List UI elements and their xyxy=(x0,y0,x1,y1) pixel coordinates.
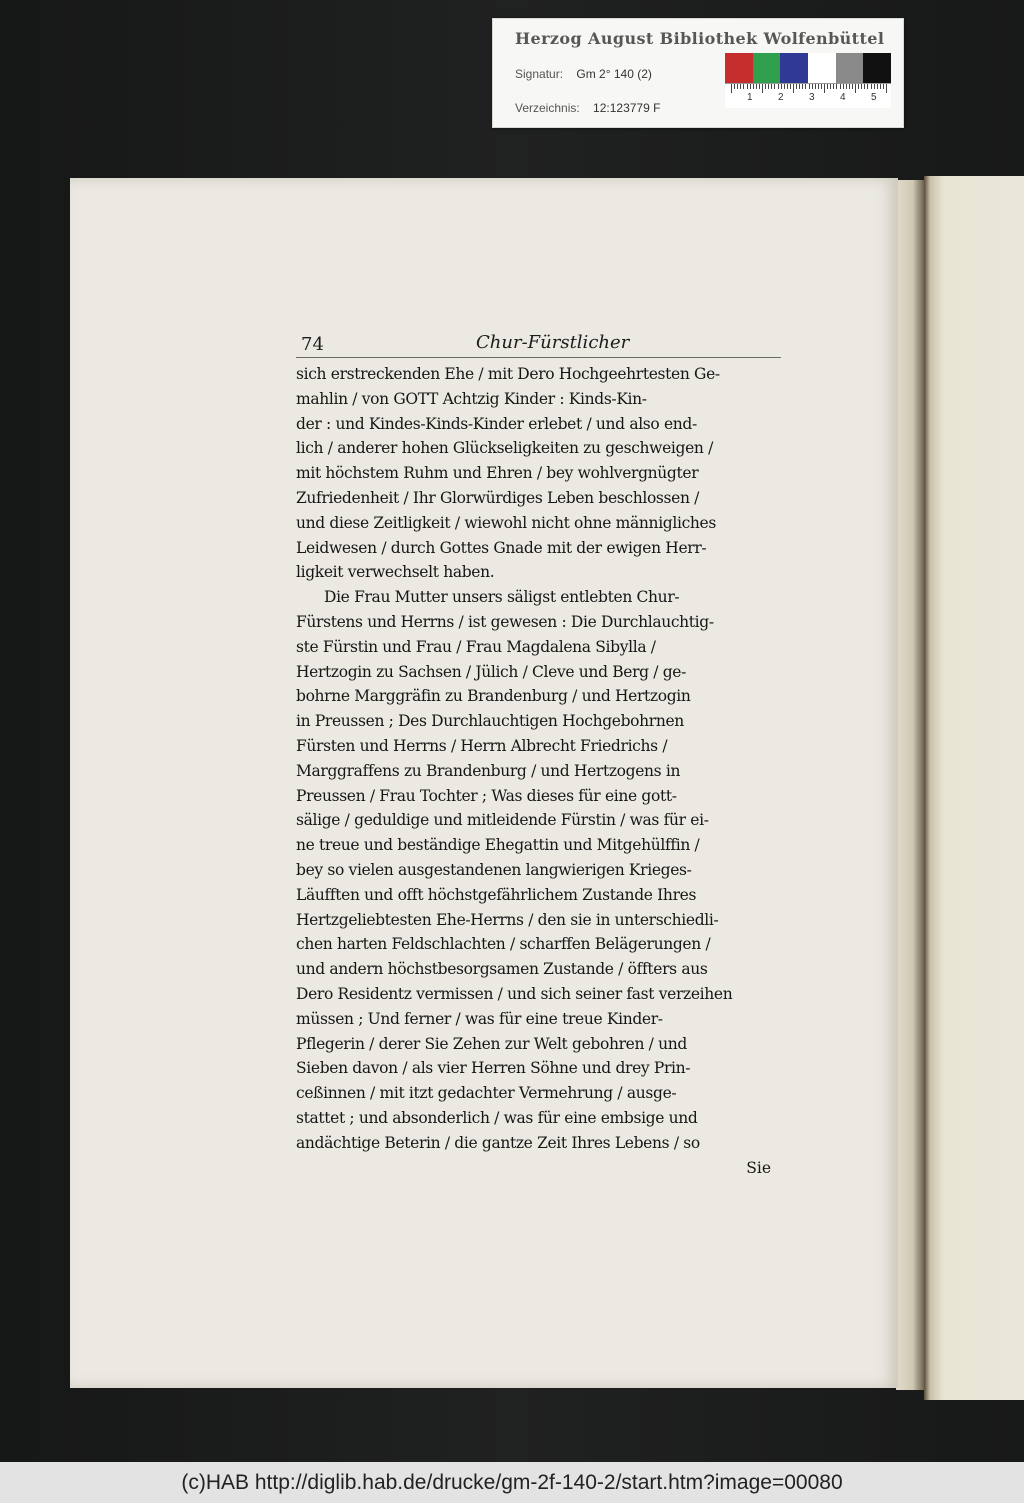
ruler-tick xyxy=(790,84,791,89)
ruler-tick xyxy=(883,84,884,89)
signature-row xyxy=(515,67,652,81)
ruler-tick xyxy=(759,84,760,89)
text-line: ne treue und beständige Ehegattin und Mitgehülffin / xyxy=(296,836,700,855)
ruler-number: 4 xyxy=(840,92,846,103)
ruler-tick xyxy=(836,84,837,89)
text-line: andächtige Beterin / die gantze Zeit Ihres Lebens / so xyxy=(296,1133,700,1152)
facing-page-edge xyxy=(924,176,1024,1400)
text-line: Die Frau Mutter unsers säligst entlebten Chur- xyxy=(324,588,680,607)
text-line: Preussen / Frau Tochter ; Was dieses für eine gott- xyxy=(296,786,677,805)
text-line: Dero Residentz vermissen / und sich seiner fast verzeihen xyxy=(296,984,733,1003)
ruler-tick xyxy=(787,84,788,89)
ruler-tick xyxy=(793,84,794,93)
ruler-tick xyxy=(852,84,853,89)
text-line: chen harten Feldschlachten / scharffen Belägerungen / xyxy=(296,935,711,954)
ruler-tick xyxy=(849,84,850,89)
ruler-tick xyxy=(874,84,875,89)
ruler-tick xyxy=(815,84,816,89)
page-text-block xyxy=(296,330,781,1180)
page-gutter xyxy=(896,180,924,1390)
text-line: und andern höchstbesorgsamen Zustande / öffters aus xyxy=(296,960,708,979)
ruler-tick xyxy=(812,84,813,89)
ruler-tick xyxy=(774,84,775,89)
library-label-card xyxy=(492,18,904,128)
ruler-tick xyxy=(740,84,741,89)
ruler-tick xyxy=(867,84,868,89)
page-number: 74 xyxy=(301,334,324,355)
running-head-title: Chur-Fürstlicher xyxy=(476,332,630,353)
ruler-tick xyxy=(858,84,859,89)
ruler-tick xyxy=(753,84,754,89)
ruler-tick xyxy=(855,84,856,93)
text-line: ceßinnen / mit itzt gedachter Vermehrung / ausge- xyxy=(296,1084,677,1103)
catchword: Sie xyxy=(746,1158,771,1177)
text-line: Fürsten und Herrns / Herrn Albrecht Friedrichs / xyxy=(296,736,668,755)
ruler-tick xyxy=(737,84,738,89)
ruler-tick xyxy=(861,84,862,89)
ruler-tick xyxy=(824,84,825,93)
text-line: ste Fürstin und Frau / Frau Magdalena Sibylla / xyxy=(296,637,656,656)
ruler-tick xyxy=(768,84,769,89)
running-head-rule xyxy=(296,357,781,358)
text-line: sich erstreckenden Ehe / mit Dero Hochgeehrtesten Ge- xyxy=(296,365,720,383)
text-line: Leidwesen / durch Gottes Gnade mit der ewigen Herr- xyxy=(296,538,707,557)
text-line: Sieben davon / als vier Herren Söhne und drey Prin- xyxy=(296,1059,691,1078)
footer-credit: (c)HAB http://diglib.hab.de/drucke/gm-2f-140-2/start.htm?image=00080 xyxy=(0,1462,1024,1503)
ruler-tick xyxy=(762,84,763,93)
ruler-tick xyxy=(880,84,881,89)
ruler-tick xyxy=(784,84,785,89)
ruler-tick xyxy=(886,84,887,93)
color-swatch xyxy=(725,53,753,83)
ruler-tick xyxy=(805,84,806,89)
text-line: Marggraffens zu Brandenburg / und Hertzogens in xyxy=(296,761,681,780)
text-line: Pflegerin / derer Sie Zehen zur Welt gebohren / und xyxy=(296,1034,687,1053)
text-line: mahlin / von GOTT Achtzig Kinder : Kinds-Kin- xyxy=(296,389,647,408)
catalog-label: Verzeichnis: xyxy=(515,101,580,115)
ruler-tick xyxy=(750,84,751,89)
ruler-tick xyxy=(830,84,831,89)
ruler-number: 2 xyxy=(778,92,784,103)
text-line: und diese Zeitligkeit / wiewohl nicht ohne männigliches xyxy=(296,513,716,532)
text-line: Hertzgeliebtesten Ehe-Herrns / den sie in unterschiedli- xyxy=(296,910,719,929)
ruler-tick xyxy=(821,84,822,89)
scale-ruler xyxy=(725,83,891,108)
text-line: der : und Kindes-Kinds-Kinder erlebet / und also end- xyxy=(296,414,697,433)
color-swatch xyxy=(863,53,891,83)
catalog-row xyxy=(515,101,660,115)
ruler-tick xyxy=(809,84,810,89)
text-line: Zufriedenheit / Ihr Glorwürdiges Leben beschlossen / xyxy=(296,488,700,507)
ruler-number: 1 xyxy=(747,92,753,103)
running-head xyxy=(296,330,781,356)
ruler-tick xyxy=(818,84,819,89)
signature-value: Gm 2° 140 (2) xyxy=(576,67,652,81)
ruler-tick xyxy=(743,84,744,89)
ruler-number: 3 xyxy=(809,92,815,103)
text-line: stattet ; und absonderlich / was für eine embsige und xyxy=(296,1108,698,1127)
text-line: bey so vielen ausgestandenen langwierigen Krieges- xyxy=(296,860,692,879)
ruler-tick xyxy=(734,84,735,89)
text-line: mit höchstem Ruhm und Ehren / bey wohlvergnügter xyxy=(296,464,699,483)
text-line: müssen ; Und ferner / was für eine treue Kinder- xyxy=(296,1009,663,1028)
ruler-tick xyxy=(843,84,844,89)
ruler-tick xyxy=(765,84,766,89)
ruler-tick xyxy=(756,84,757,89)
text-line: ligkeit verwechselt haben. xyxy=(296,563,495,582)
ruler-tick xyxy=(781,84,782,89)
ruler-number: 5 xyxy=(871,92,877,103)
ruler-tick xyxy=(731,84,732,93)
ruler-tick xyxy=(771,84,772,89)
ruler-tick xyxy=(840,84,841,89)
text-line: bohrne Marggräfin zu Brandenburg / und Hertzogin xyxy=(296,687,691,706)
color-swatch xyxy=(753,53,781,83)
ruler-tick xyxy=(799,84,800,89)
ruler-tick xyxy=(833,84,834,89)
text-line: sälige / geduldige und mitleidende Fürstin / was für ei- xyxy=(296,811,709,830)
color-swatch xyxy=(780,53,808,83)
text-line: in Preussen ; Des Durchlauchtigen Hochgebohrnen xyxy=(296,712,684,731)
ruler-tick xyxy=(827,84,828,89)
ruler-tick xyxy=(877,84,878,89)
body-text xyxy=(296,362,781,1156)
color-calibration-strip xyxy=(725,53,891,83)
ruler-tick xyxy=(802,84,803,89)
ruler-tick xyxy=(846,84,847,89)
signature-label: Signatur: xyxy=(515,67,564,81)
text-line: Fürstens und Herrns / ist gewesen : Die Durchlauchtig- xyxy=(296,612,714,631)
catalog-value: 12:123779 F xyxy=(593,101,661,115)
ruler-tick xyxy=(871,84,872,89)
library-name: Herzog August Bibliothek Wolfenbüttel xyxy=(515,29,885,48)
color-swatch xyxy=(808,53,836,83)
ruler-tick xyxy=(747,84,748,89)
text-line: lich / anderer hohen Glückseligkeiten zu geschweigen / xyxy=(296,439,713,458)
text-line: Läufften und offt höchstgefährlichem Zustande Ihres xyxy=(296,885,697,904)
ruler-tick xyxy=(864,84,865,89)
ruler-tick xyxy=(778,84,779,89)
text-line: Hertzogin zu Sachsen / Jülich / Cleve und Berg / ge- xyxy=(296,662,687,681)
ruler-tick xyxy=(796,84,797,89)
color-swatch xyxy=(836,53,864,83)
